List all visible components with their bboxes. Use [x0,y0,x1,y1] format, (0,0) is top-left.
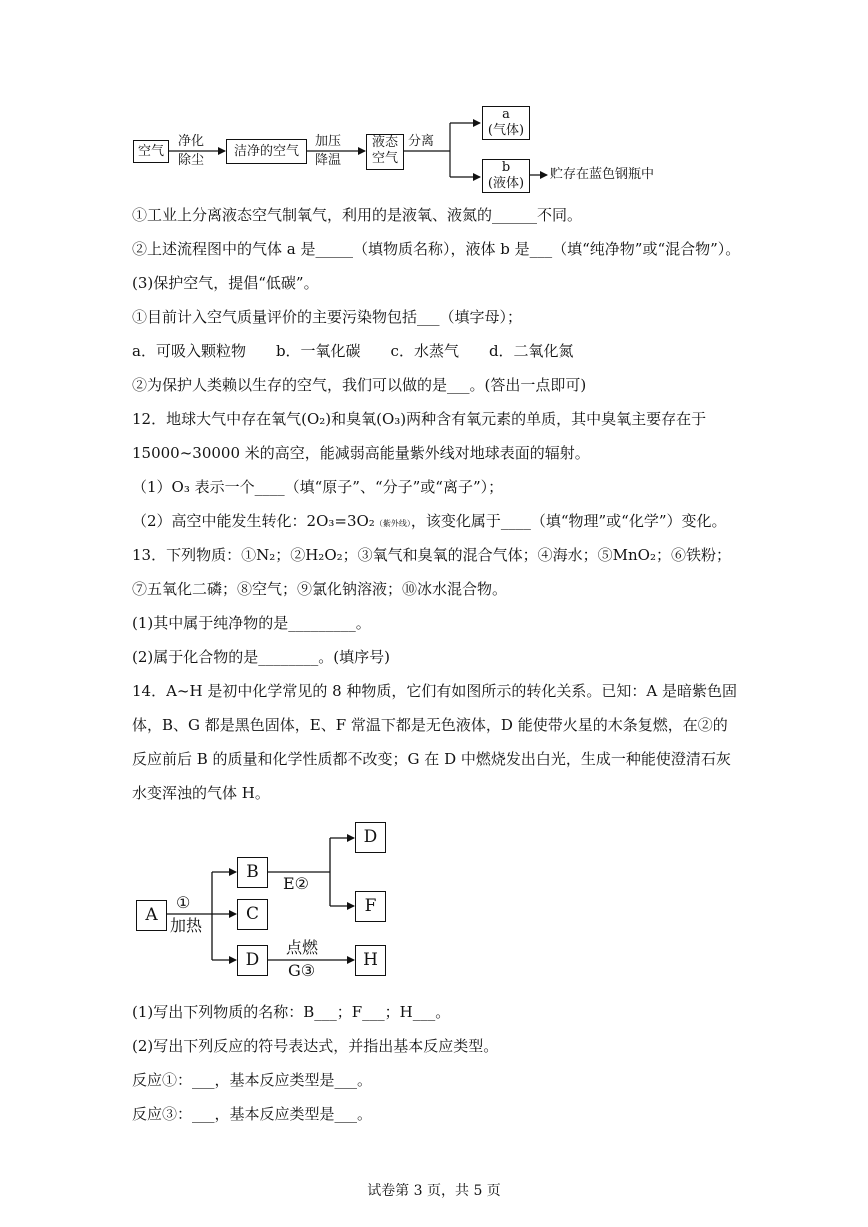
liquid-b-box [482,159,530,193]
page-footer: 试卷第 3 页，共 5 页 [367,1183,501,1199]
cool-label: 降温 [315,153,342,168]
liquid-air-box [366,134,404,170]
text-line: 反应①：___，基本反应类型是___。 [132,1071,373,1089]
text-line: ①目前计入空气质量评价的主要污染物包括___（填字母）； [132,308,523,326]
purify-label: 净化 [178,134,205,149]
node-d-lower: D [237,945,268,976]
text-line: （1）O₃ 表示一个____（填“原子”、“分子”或“离子”）； [132,478,504,496]
text-line: (2)写出下列反应的符号表达式，并指出基本反应类型。 [132,1037,499,1055]
reaction-2-label: E② [283,874,310,893]
text-line: 反应前后 B 的质量和化学性质都不改变；G 在 D 中燃烧发出白光，生成一种能使澄清石灰 [132,750,731,768]
node-a: A [136,900,167,931]
text-line: (3)保护空气，提倡“低碳”。 [132,274,319,292]
clean-air-box: 洁净的空气 [226,139,307,164]
text-line: 14．A~H 是初中化学常见的 8 种物质，它们有如图所示的转化关系。已知：A 是暗紫色固 [132,682,738,700]
text-line: 12．地球大气中存在氧气(O₂)和臭氧(O₃)两种含有氧元素的单质，其中臭氧主要存在于 [132,410,707,428]
text-line: ②上述流程图中的气体 a 是_____（填物质名称），液体 b 是___（填“纯净物”或“混合物”）。 [132,240,741,258]
dedust-label: 除尘 [178,153,205,168]
text-line: 反应③：___，基本反应类型是___。 [132,1105,373,1123]
storage-label: 贮存在蓝色钢瓶中 [550,167,655,182]
q12-part2-cond: （紫外线） [374,519,411,528]
node-c: C [237,899,268,930]
air-box: 空气 [133,140,169,163]
node-d-upper: D [355,822,386,853]
text-line: a．可吸入颗粒物 b．一氧化碳 c．水蒸气 d．二氧化氮 [132,342,574,360]
reaction-1-condition: 加热 [170,916,203,935]
text-line: (1)其中属于纯净物的是_________。 [132,614,371,632]
gas-a-box [482,106,530,140]
reaction-1-number: ① [176,893,191,912]
text-line: 13．下列物质：①N₂；②H₂O₂；③氧气和臭氧的混合气体；④海水；⑤MnO₂；⑥铁粉； [132,546,731,564]
reaction-3-label: G③ [288,961,316,980]
separate-label: 分离 [408,134,435,149]
liquid-air-bottom: 空气 [371,151,398,166]
text-line: (1)写出下列物质的名称：B___；F___；H___。 [132,1003,451,1021]
text-line: 水变浑浊的气体 H。 [132,784,270,802]
gas-a-state: (气体) [487,123,525,138]
q12-part2-post: ，该变化属于____（填“物理”或“化学”）变化。 [410,512,727,530]
node-h: H [355,945,386,976]
text-line: ⑦五氧化二磷；⑧空气；⑨氯化钠溶液；⑩冰水混合物。 [132,580,508,598]
text-line: 15000~30000 米的高空，能减弱高能量紫外线对地球表面的辐射。 [132,444,590,462]
reaction-3-condition: 点燃 [286,938,319,957]
text-line: ②为保护人类赖以生存的空气，我们可以做的是___。(答出一点即可) [132,376,587,394]
q12-part2 [132,511,727,534]
text-line: ①工业上分离液态空气制氧气，利用的是液氧、液氮的______不同。 [132,206,583,224]
node-b: B [237,857,268,888]
liquid-b-letter: b [501,160,511,175]
gas-a-letter: a [502,107,510,122]
text-line: (2)属于化合物的是________。(填序号) [132,648,390,666]
q12-part2-pre: （2）高空中能发生转化：2O₃=3O₂ [132,512,375,530]
liquid-b-state: (液体) [487,176,525,191]
node-f: F [355,891,386,922]
text-line: 体，B、G 都是黑色固体，E、F 常温下都是无色液体，D 能使带火星的木条复燃，在②的 [132,716,728,734]
liquid-air-top: 液态 [371,135,398,150]
pressurize-label: 加压 [315,134,342,149]
